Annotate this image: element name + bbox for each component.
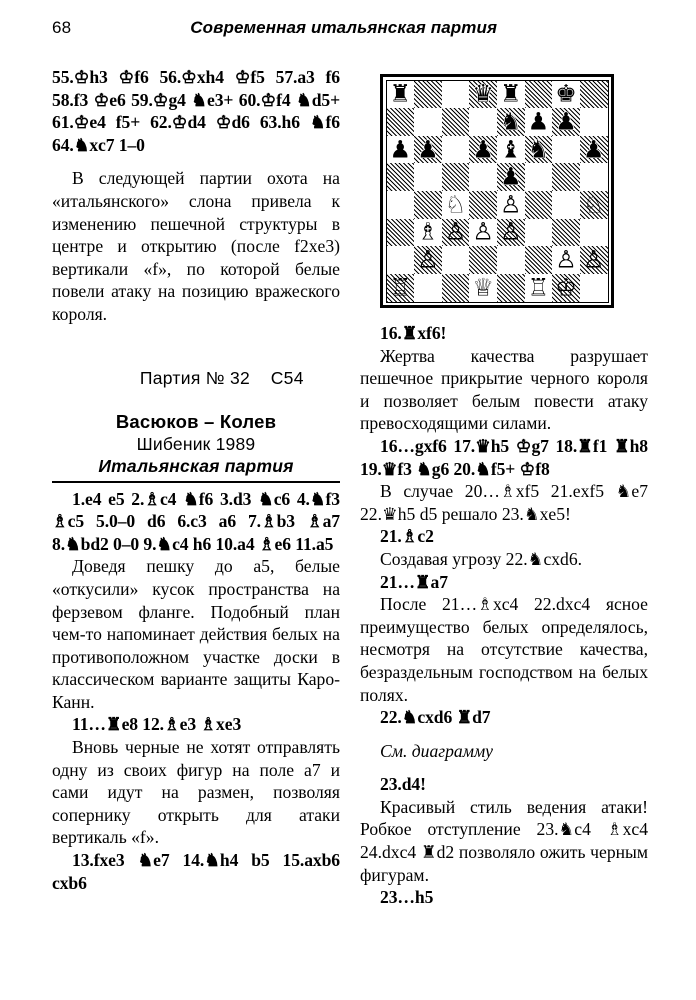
move-16: 16.♜xf6! bbox=[380, 323, 447, 343]
board-square-h4 bbox=[580, 191, 608, 219]
board-square-d1 bbox=[469, 274, 497, 302]
board-square-g8 bbox=[552, 81, 580, 109]
piece-P-g2: ♙ bbox=[555, 245, 577, 274]
move-23b: 23…h5 bbox=[380, 887, 434, 908]
board-square-a3 bbox=[387, 219, 415, 247]
board-square-g5 bbox=[552, 163, 580, 191]
board-square-b5 bbox=[414, 163, 442, 191]
piece-p-b6: ♟ bbox=[417, 135, 439, 164]
piece-p-e5: ♟ bbox=[500, 162, 522, 191]
board-square-c6 bbox=[442, 136, 470, 164]
board-square-e7 bbox=[497, 108, 525, 136]
board-square-e6 bbox=[497, 136, 525, 164]
board-square-a8 bbox=[387, 81, 415, 109]
intro-paragraph: В следующей партии охота на «итальянского» слона привела к изменению пешечной структуры в центре и открытию (после f2xe3) вертикали «f», по которой белые повели атаку на позицию вражеского короля. bbox=[52, 168, 340, 324]
see-diagram-note: См. диаграмму bbox=[380, 740, 493, 761]
board-square-c5 bbox=[442, 163, 470, 191]
board-square-h3 bbox=[580, 219, 608, 247]
board-square-c4 bbox=[442, 191, 470, 219]
board-square-e3 bbox=[497, 219, 525, 247]
venue: Шибеник 1989 bbox=[136, 433, 256, 454]
moves-16-20: 16…gxf6 17.♛h5 ♔g7 18.♜f1 ♜h8 19.♛f3 ♞g6 20.♞f5+ ♔f8 bbox=[360, 435, 648, 479]
moves-continuation: 55.♔h3 ♔f6 56.♔xh4 ♔f5 57.a3 f6 58.f3 ♔e6 59.♔g4 ♞e3+ 60.♔f4 ♞d5+ 61.♔e4 f5+ 62.♔d4 ♔d6 63.h6 ♞f6 64.♞xc7 1–0 bbox=[52, 67, 340, 155]
piece-N-h4: ♘ bbox=[582, 190, 605, 219]
piece-n-e7: ♞ bbox=[500, 107, 522, 136]
piece-r-a8: ♜ bbox=[389, 79, 412, 108]
board-square-a4 bbox=[387, 191, 415, 219]
board-square-d7 bbox=[469, 108, 497, 136]
moves-11: 11…♜e8 12.♗e3 ♗xe3 bbox=[72, 714, 242, 735]
board-square-b6 bbox=[414, 136, 442, 164]
chess-board bbox=[386, 80, 609, 303]
board-square-a6 bbox=[387, 136, 415, 164]
board-square-e8 bbox=[497, 81, 525, 109]
piece-R-a1: ♖ bbox=[389, 273, 412, 302]
board-square-f6 bbox=[525, 136, 553, 164]
moves-13: 13.fxe3 ♞e7 14.♞h4 b5 15.axb6 cxb6 bbox=[52, 850, 340, 893]
board-square-g2 bbox=[552, 246, 580, 274]
board-square-a5 bbox=[387, 163, 415, 191]
piece-p-d6: ♟ bbox=[472, 135, 494, 164]
move-23: 23.d4! bbox=[380, 774, 426, 795]
board-square-h7 bbox=[580, 108, 608, 136]
game-number: Партия № 32 bbox=[139, 367, 251, 388]
players: Васюков – Колев bbox=[115, 410, 277, 432]
board-square-f7 bbox=[525, 108, 553, 136]
board-square-h5 bbox=[580, 163, 608, 191]
board-square-c8 bbox=[442, 81, 470, 109]
paragraph-commentary-2: Вновь черные не хотят отправлять одну из своих фигур на поле a7 и сами идут на размен, позволяя сопернику открыть для атаки вертикаль «f». bbox=[52, 737, 340, 848]
board-square-e5 bbox=[497, 163, 525, 191]
board-square-d3 bbox=[469, 219, 497, 247]
running-head bbox=[52, 18, 644, 42]
board-square-e2 bbox=[497, 246, 525, 274]
board-square-d2 bbox=[469, 246, 497, 274]
piece-k-g8: ♚ bbox=[555, 79, 577, 108]
piece-P-e4: ♙ bbox=[500, 190, 522, 219]
piece-K-g1: ♔ bbox=[555, 273, 577, 302]
board-square-d8 bbox=[469, 81, 497, 109]
board-square-b3 bbox=[414, 219, 442, 247]
left-column bbox=[52, 66, 340, 894]
opening-name: Итальянская партия bbox=[98, 455, 294, 476]
board-square-a2 bbox=[387, 246, 415, 274]
piece-R-f1: ♖ bbox=[527, 273, 550, 302]
board-square-b4 bbox=[414, 191, 442, 219]
board-square-e1 bbox=[497, 274, 525, 302]
move-21: 21.♗c2 bbox=[380, 526, 434, 547]
board-square-c3 bbox=[442, 219, 470, 247]
piece-q-d8: ♛ bbox=[472, 79, 494, 108]
piece-p-a6: ♟ bbox=[389, 135, 412, 164]
paragraph-right-3: Создавая угрозу 22.♞cxd6. bbox=[380, 548, 583, 569]
board-square-f1 bbox=[525, 274, 553, 302]
board-square-h2 bbox=[580, 246, 608, 274]
board-square-g4 bbox=[552, 191, 580, 219]
board-square-b1 bbox=[414, 274, 442, 302]
board-square-f3 bbox=[525, 219, 553, 247]
board-square-h6 bbox=[580, 136, 608, 164]
piece-p-f7: ♟ bbox=[527, 107, 550, 136]
piece-B-b3: ♗ bbox=[417, 217, 439, 246]
opening-moves: 1.e4 e5 2.♗c4 ♞f6 3.d3 ♞c6 4.♞f3 ♗c5 5.0–0 d6 6.c3 a6 7.♗b3 ♗a7 8.♞bd2 0–0 9.♞c4 h6 10.a4 ♗e6 11.a5 bbox=[52, 488, 340, 554]
board-frame bbox=[380, 74, 614, 308]
board-square-h8 bbox=[580, 81, 608, 109]
board-square-e4 bbox=[497, 191, 525, 219]
piece-n-f6: ♞ bbox=[527, 135, 550, 164]
board-square-f8 bbox=[525, 81, 553, 109]
book-title: Современная итальянская партия bbox=[190, 18, 498, 37]
board-square-c2 bbox=[442, 246, 470, 274]
piece-P-b2: ♙ bbox=[417, 245, 439, 274]
piece-Q-d1: ♕ bbox=[472, 273, 494, 302]
piece-r-e8: ♜ bbox=[500, 79, 522, 108]
game-label-line bbox=[52, 347, 340, 410]
board-square-d5 bbox=[469, 163, 497, 191]
piece-p-h6: ♟ bbox=[582, 135, 605, 164]
piece-P-e3: ♙ bbox=[500, 217, 522, 246]
board-square-d4 bbox=[469, 191, 497, 219]
paragraph-right-1: Жертва качества разрушает пешечное прикрытие черного короля и позволяет белым повести атаку превосходящими силами. bbox=[360, 345, 648, 434]
board-square-b7 bbox=[414, 108, 442, 136]
piece-N-c4: ♘ bbox=[444, 190, 467, 219]
chess-diagram bbox=[380, 74, 614, 308]
move-21b: 21…♜a7 bbox=[380, 571, 448, 592]
board-square-f4 bbox=[525, 191, 553, 219]
page-number: 68 bbox=[52, 18, 72, 37]
piece-P-c3: ♙ bbox=[444, 217, 467, 246]
piece-P-d3: ♙ bbox=[472, 217, 494, 246]
board-square-g6 bbox=[552, 136, 580, 164]
paragraph-commentary-1: Доведя пешку до a5, белые «откусили» кусок пространства на ферзевом фланге. Подобный план чем-то напоминает действия белых на противоположном участке доски в классическом варианте защиты Каро-Канн. bbox=[52, 556, 340, 712]
board-square-d6 bbox=[469, 136, 497, 164]
board-square-h1 bbox=[580, 274, 608, 302]
board-square-f5 bbox=[525, 163, 553, 191]
paragraph-right-2: В случае 20…♗xf5 21.exf5 ♞e7 22.♛h5 d5 решало 23.♞xe5! bbox=[360, 481, 648, 524]
board-square-a7 bbox=[387, 108, 415, 136]
piece-p-g7: ♟ bbox=[555, 107, 577, 136]
piece-P-h2: ♙ bbox=[582, 245, 605, 274]
board-square-g1 bbox=[552, 274, 580, 302]
eco-code: C54 bbox=[270, 367, 304, 388]
board-square-a1 bbox=[387, 274, 415, 302]
move-22: 22.♞cxd6 ♜d7 bbox=[380, 707, 491, 728]
board-square-b2 bbox=[414, 246, 442, 274]
game-header-block bbox=[52, 347, 340, 477]
piece-b-e6: ♝ bbox=[500, 135, 522, 164]
board-square-c7 bbox=[442, 108, 470, 136]
board-square-b8 bbox=[414, 81, 442, 109]
board-square-g7 bbox=[552, 108, 580, 136]
board-square-g3 bbox=[552, 219, 580, 247]
paragraph-right-5: Красивый стиль ведения атаки! Робкое отступление 23.♞c4 ♗xc4 24.dxc4 ♜d2 позволяло ожить черным фигурам. bbox=[360, 796, 648, 885]
board-square-f2 bbox=[525, 246, 553, 274]
paragraph-right-4: После 21…♗xc4 22.dxc4 ясное преимущество белых определялось, несмотря на отсутствие качества, безраздельным господством на белых полях. bbox=[360, 594, 648, 705]
board-square-c1 bbox=[442, 274, 470, 302]
